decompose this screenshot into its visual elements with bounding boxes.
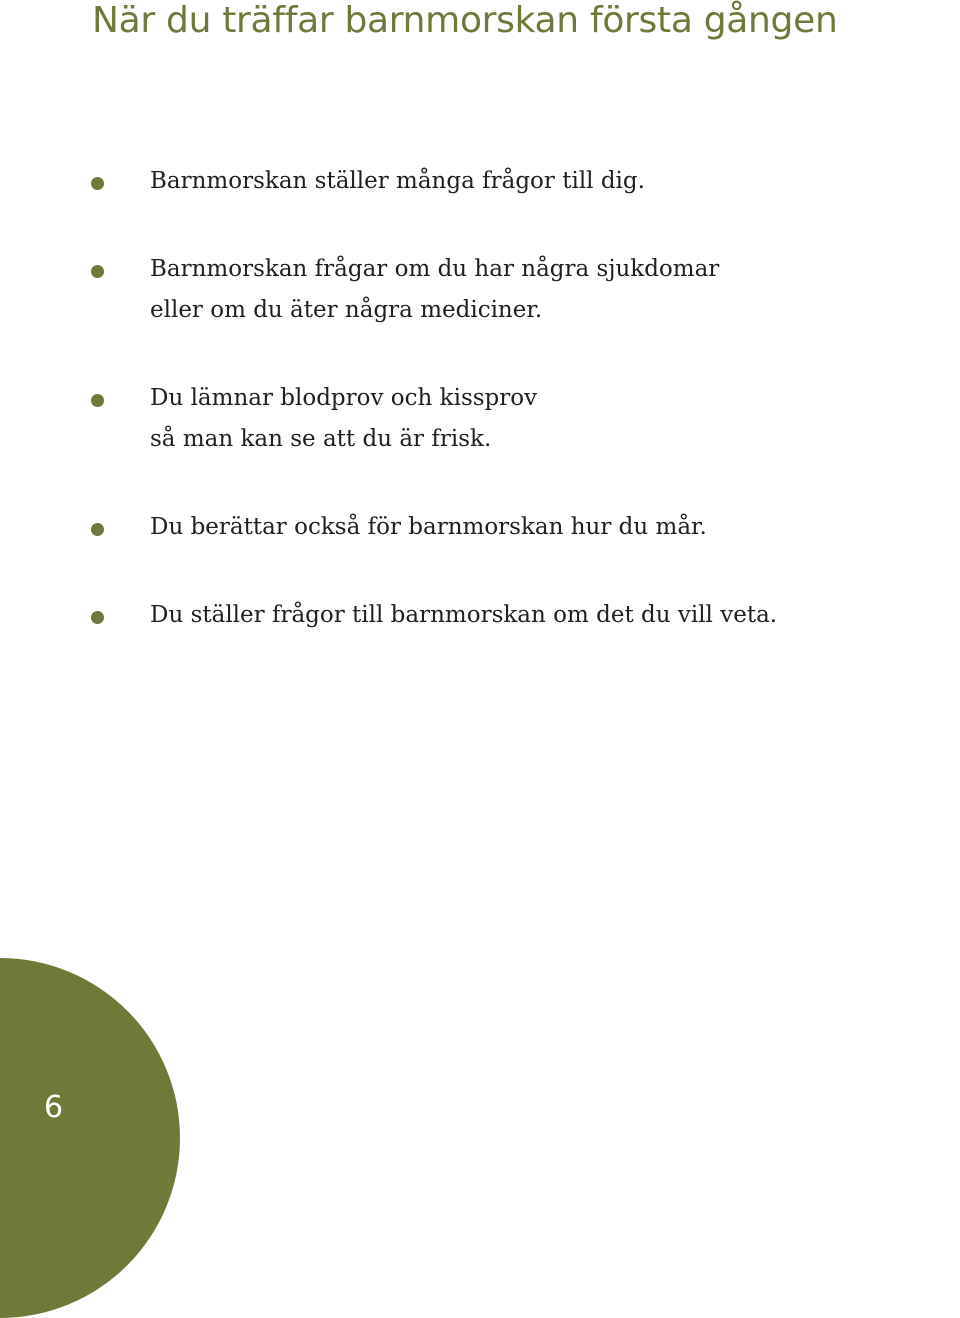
bullet-text: Du ställer frågor till barnmorskan om det du vill veta.: [150, 602, 778, 628]
bullet-text: Du berättar också för barnmorskan hur du mår.: [150, 514, 707, 540]
bullet-dot-icon: [91, 523, 104, 536]
bullet-text: Du lämnar blodprov och kissprov så man kan se att du är frisk.: [150, 385, 538, 452]
bullet-dot-icon: [91, 265, 104, 278]
page-title: När du träffar barnmorskan första gången: [92, 0, 838, 41]
bullet-text: Barnmorskan ställer många frågor till dig.: [150, 168, 645, 194]
bullet-dot-icon: [91, 177, 104, 190]
page-number: 6: [44, 1090, 64, 1125]
bullet-dot-icon: [91, 611, 104, 624]
bullet-text: Barnmorskan frågar om du har några sjukdomar eller om du äter några mediciner.: [150, 256, 720, 323]
corner-decoration: [0, 958, 180, 1318]
bullet-dot-icon: [91, 394, 104, 407]
